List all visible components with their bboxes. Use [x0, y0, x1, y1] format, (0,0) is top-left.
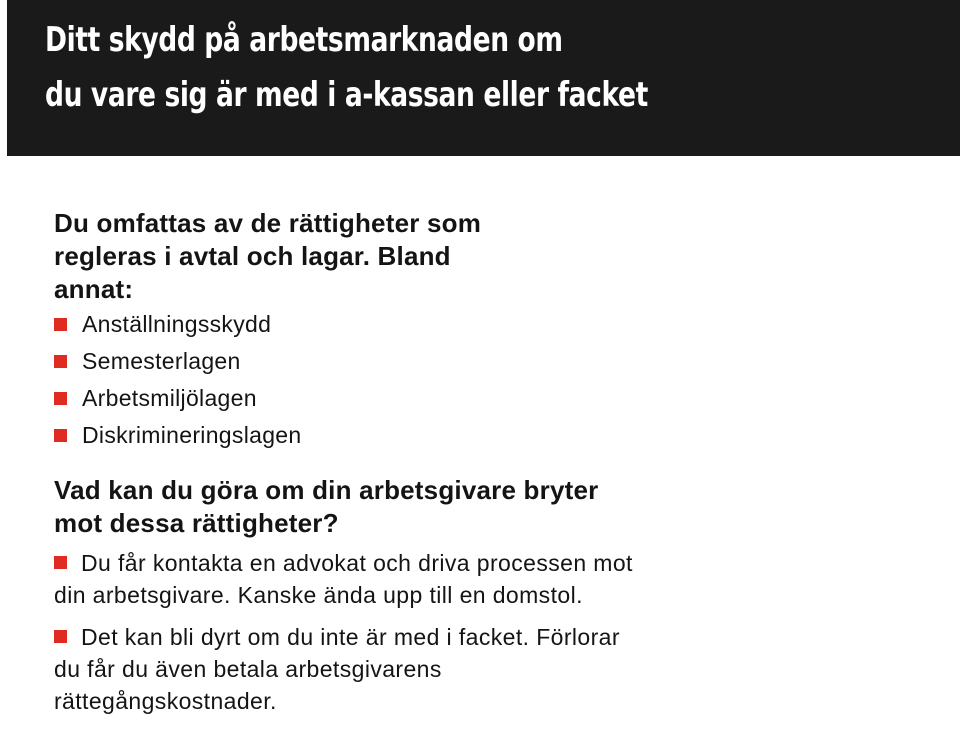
paragraph-lawyer	[54, 547, 654, 611]
rights-list	[54, 306, 934, 454]
banner-title-line-1: Ditt skydd på arbetsmarknaden om	[45, 20, 563, 60]
list-item	[54, 380, 934, 417]
paragraph-costs	[54, 621, 634, 717]
list-item-label: Arbetsmiljölagen	[82, 385, 257, 411]
title-banner	[7, 0, 960, 156]
article-body	[54, 207, 934, 717]
list-item-label: Diskrimineringslagen	[82, 422, 302, 448]
intro-heading: Du omfattas av de rättigheter som regleras i avtal och lagar. Bland annat:	[54, 208, 482, 304]
red-square-bullet-icon	[54, 355, 67, 368]
red-square-bullet-icon	[54, 630, 67, 643]
paragraph-costs-text: Det kan bli dyrt om du inte är med i facket. Förlorar du får du även betala arbetsgivarens rättegångskostnader.	[54, 624, 620, 714]
red-square-bullet-icon	[54, 429, 67, 442]
list-item	[54, 417, 934, 454]
list-item	[54, 343, 934, 380]
red-square-bullet-icon	[54, 318, 67, 331]
list-item	[54, 306, 934, 343]
list-item-label: Semesterlagen	[82, 348, 241, 374]
banner-title-line-2: du vare sig är med i a-kassan eller facket	[45, 75, 648, 115]
list-item-label: Anställningsskydd	[82, 311, 272, 337]
red-square-bullet-icon	[54, 556, 67, 569]
question-heading: Vad kan du göra om din arbetsgivare bryter mot dessa rättigheter?	[54, 475, 599, 538]
paragraph-lawyer-text: Du får kontakta en advokat och driva processen mot din arbetsgivare. Kanske ända upp till en domstol.	[54, 550, 633, 608]
red-square-bullet-icon	[54, 392, 67, 405]
